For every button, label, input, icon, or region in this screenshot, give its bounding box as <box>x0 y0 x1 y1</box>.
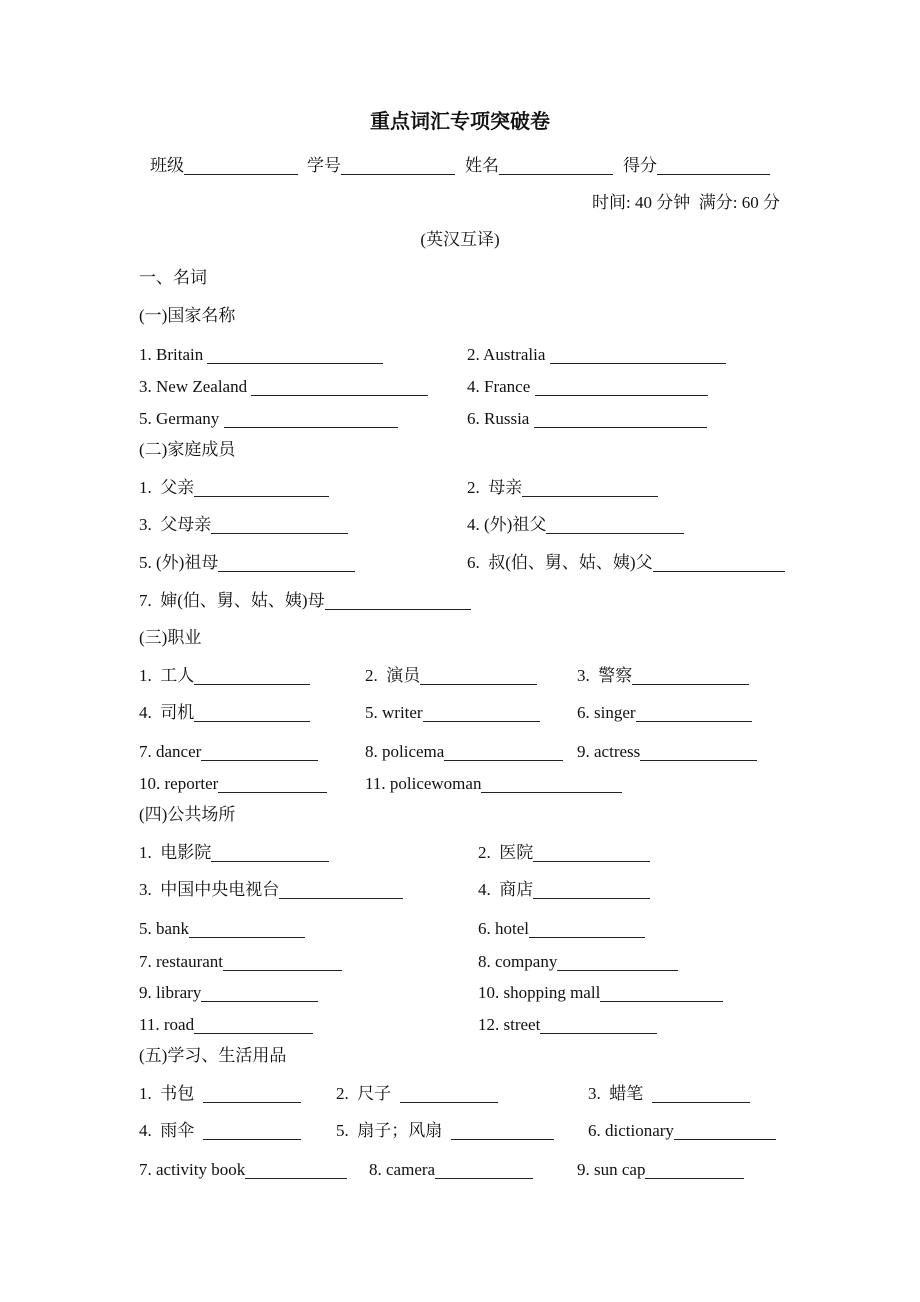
item-label: 8. company <box>478 952 558 971</box>
section-heading: (五)学习、生活用品 <box>139 1046 287 1065</box>
item-label: 1. 电影院 <box>139 843 212 862</box>
answer-blank[interactable] <box>550 347 726 364</box>
vocab-item <box>577 703 752 723</box>
vocab-item <box>478 880 650 900</box>
vocab-item <box>577 666 749 686</box>
item-label: 9. library <box>139 983 202 1002</box>
answer-blank[interactable] <box>194 480 329 497</box>
vocab-item <box>139 553 355 573</box>
answer-blank[interactable] <box>632 668 749 685</box>
answer-blank[interactable] <box>674 1123 776 1140</box>
info-field <box>150 156 298 176</box>
answer-blank[interactable] <box>223 954 342 971</box>
item-label: 7. activity book <box>139 1160 246 1179</box>
item-label: 7. restaurant <box>139 952 224 971</box>
item-label: 6. 叔(伯、舅、姑、姨)父 <box>467 553 653 572</box>
item-label: 4. 商店 <box>478 880 534 899</box>
answer-blank[interactable] <box>636 705 752 722</box>
answer-blank[interactable] <box>194 705 310 722</box>
item-label: 1. 工人 <box>139 666 195 685</box>
info-field <box>307 156 455 176</box>
item-label: 3. New Zealand <box>139 377 252 396</box>
item-label: 5. bank <box>139 919 190 938</box>
vocab-item <box>139 952 342 972</box>
answer-blank[interactable] <box>211 517 348 534</box>
answer-blank[interactable] <box>481 776 622 793</box>
answer-blank[interactable] <box>194 1017 313 1034</box>
item-label: 6. Russia <box>467 409 534 428</box>
vocab-item <box>478 983 723 1003</box>
vocab-item <box>139 666 310 686</box>
item-label: 姓名 <box>465 156 499 175</box>
item-label: 4. France <box>467 377 535 396</box>
vocab-item <box>139 1015 313 1035</box>
vocab-item <box>139 1121 301 1141</box>
vocab-item <box>139 478 329 498</box>
item-label: 6. singer <box>577 703 636 722</box>
time-info: 时间: 40 分钟 满分: 60 分 <box>592 193 780 212</box>
item-label: 10. reporter <box>139 774 219 793</box>
item-label: 1. 父亲 <box>139 478 195 497</box>
item-label: 12. street <box>478 1015 541 1034</box>
answer-blank[interactable] <box>653 555 785 572</box>
vocab-item <box>139 880 403 900</box>
item-label: 1. Britain <box>139 345 208 364</box>
item-label: 5. Germany <box>139 409 224 428</box>
subtitle: (英汉互译) <box>420 230 500 249</box>
section-heading: (三)职业 <box>139 628 202 647</box>
answer-blank[interactable] <box>535 379 708 396</box>
item-label: 11. policewoman <box>365 774 482 793</box>
vocab-item <box>365 742 563 762</box>
vocab-item <box>139 843 329 863</box>
vocab-item <box>139 1084 301 1104</box>
item-label: 4. 司机 <box>139 703 195 722</box>
answer-blank[interactable] <box>218 555 355 572</box>
answer-blank[interactable] <box>522 480 658 497</box>
vocab-item <box>139 983 318 1003</box>
vocab-item <box>139 919 305 939</box>
vocab-item <box>478 952 678 972</box>
info-field <box>623 156 770 176</box>
vocab-item <box>336 1084 498 1104</box>
answer-blank[interactable] <box>557 954 678 971</box>
vocab-item <box>139 774 327 794</box>
answer-blank[interactable] <box>540 1017 657 1034</box>
answer-blank[interactable] <box>279 882 403 899</box>
vocab-item <box>588 1084 750 1104</box>
vocab-item <box>467 553 785 573</box>
item-label: 7. dancer <box>139 742 202 761</box>
vocab-item <box>467 377 708 397</box>
item-label: 4. 雨伞 <box>139 1121 203 1140</box>
item-label: 2. Australia <box>467 345 550 364</box>
answer-blank[interactable] <box>341 158 455 175</box>
item-label: 2. 医院 <box>478 843 534 862</box>
answer-blank[interactable] <box>218 776 327 793</box>
item-label: 2. 母亲 <box>467 478 523 497</box>
answer-blank[interactable] <box>201 744 318 761</box>
vocab-item <box>139 703 310 723</box>
vocab-item <box>139 409 398 429</box>
vocab-item <box>139 377 428 397</box>
answer-blank[interactable] <box>499 158 613 175</box>
vocab-item <box>139 1160 347 1180</box>
vocab-item <box>478 1015 657 1035</box>
item-label: 8. policema <box>365 742 445 761</box>
vocab-item <box>467 345 726 365</box>
vocab-item <box>139 742 318 762</box>
vocab-item <box>365 666 537 686</box>
answer-blank[interactable] <box>224 411 398 428</box>
info-field <box>465 156 613 176</box>
answer-blank[interactable] <box>640 744 757 761</box>
item-label: 11. road <box>139 1015 195 1034</box>
answer-blank[interactable] <box>546 517 684 534</box>
vocab-item <box>467 478 658 498</box>
item-label: 5. writer <box>365 703 423 722</box>
answer-blank[interactable] <box>533 845 650 862</box>
answer-blank[interactable] <box>251 379 428 396</box>
item-label: 学号 <box>307 156 341 175</box>
answer-blank[interactable] <box>207 347 383 364</box>
answer-blank[interactable] <box>451 1123 554 1140</box>
answer-blank[interactable] <box>184 158 298 175</box>
item-label: 8. camera <box>369 1160 436 1179</box>
vocab-item <box>139 591 471 611</box>
answer-blank[interactable] <box>529 921 645 938</box>
item-label: 2. 演员 <box>365 666 421 685</box>
item-label: 6. dictionary <box>588 1121 674 1140</box>
vocab-item <box>139 345 383 365</box>
answer-blank[interactable] <box>201 985 318 1002</box>
vocab-item <box>336 1121 554 1141</box>
item-label: 9. sun cap <box>577 1160 646 1179</box>
answer-blank[interactable] <box>203 1086 301 1103</box>
vocab-item <box>467 515 684 535</box>
answer-blank[interactable] <box>194 668 310 685</box>
item-label: 3. 警察 <box>577 666 633 685</box>
vocab-item <box>588 1121 776 1141</box>
vocab-item <box>577 1160 744 1180</box>
answer-blank[interactable] <box>211 845 329 862</box>
answer-blank[interactable] <box>435 1162 533 1179</box>
answer-blank[interactable] <box>444 744 563 761</box>
vocab-item <box>467 409 707 429</box>
item-label: 班级 <box>150 156 184 175</box>
item-label: 7. 婶(伯、舅、姑、姨)母 <box>139 591 325 610</box>
vocab-item <box>139 515 348 535</box>
answer-blank[interactable] <box>645 1162 744 1179</box>
item-label: 10. shopping mall <box>478 983 601 1002</box>
answer-blank[interactable] <box>533 882 650 899</box>
item-label: 2. 尺子 <box>336 1084 400 1103</box>
item-label: 9. actress <box>577 742 641 761</box>
item-label: 3. 父母亲 <box>139 515 212 534</box>
answer-blank[interactable] <box>423 705 540 722</box>
part-heading: 一、名词 <box>139 268 207 287</box>
item-label: 1. 书包 <box>139 1084 203 1103</box>
section-heading: (一)国家名称 <box>139 306 236 325</box>
page-title: 重点词汇专项突破卷 <box>370 111 550 133</box>
item-label: 5. 扇子；风扇 <box>336 1121 451 1140</box>
answer-blank[interactable] <box>420 668 537 685</box>
vocab-item <box>478 919 645 939</box>
answer-blank[interactable] <box>189 921 305 938</box>
answer-blank[interactable] <box>400 1086 498 1103</box>
answer-blank[interactable] <box>600 985 723 1002</box>
item-label: 3. 中国中央电视台 <box>139 880 280 899</box>
vocab-item <box>577 742 757 762</box>
section-heading: (四)公共场所 <box>139 805 236 824</box>
item-label: 5. (外)祖母 <box>139 553 219 572</box>
section-heading: (二)家庭成员 <box>139 440 236 459</box>
answer-blank[interactable] <box>652 1086 750 1103</box>
vocab-item <box>478 843 650 863</box>
answer-blank[interactable] <box>325 593 471 610</box>
item-label: 3. 蜡笔 <box>588 1084 652 1103</box>
answer-blank[interactable] <box>657 158 770 175</box>
item-label: 6. hotel <box>478 919 529 938</box>
vocab-item <box>365 774 622 794</box>
answer-blank[interactable] <box>245 1162 347 1179</box>
item-label: 4. (外)祖父 <box>467 515 547 534</box>
vocab-item <box>369 1160 533 1180</box>
vocab-item <box>365 703 540 723</box>
answer-blank[interactable] <box>534 411 707 428</box>
item-label: 得分 <box>623 156 657 175</box>
answer-blank[interactable] <box>203 1123 301 1140</box>
